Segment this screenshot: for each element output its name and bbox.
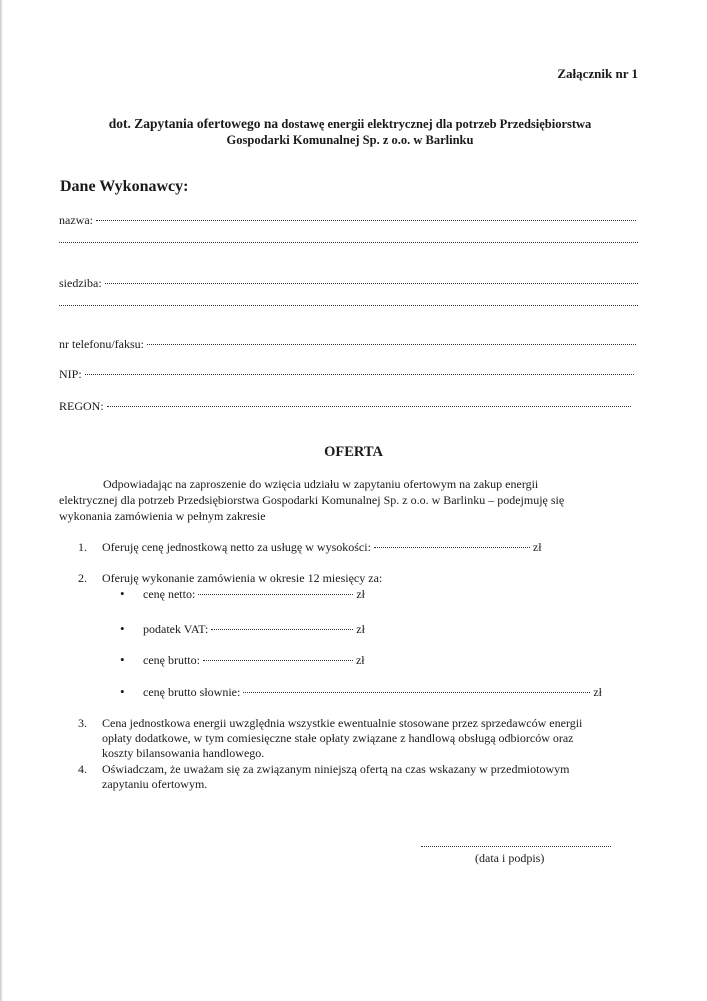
item-1-text: Oferuję cenę jednostkową netto za usługę w wysokości: bbox=[102, 540, 371, 554]
name-label: nazwa: bbox=[59, 213, 93, 227]
contractor-heading: Dane Wykonawcy: bbox=[60, 178, 189, 195]
item-2-text: Oferuję wykonanie zamówienia w okresie 12 miesięcy za: bbox=[102, 571, 383, 585]
gross-price-row bbox=[120, 652, 365, 668]
item-3-line-1: Cena jednostkowa energii uwzględnia wszystkie ewentualnie stosowane przez sprzedawców energii bbox=[102, 716, 583, 730]
subject-line-1: dostawę energii elektrycznej dla potrzeb Przedsiębiorstwa bbox=[281, 117, 592, 131]
name-field[interactable] bbox=[59, 213, 636, 228]
nip-fill-line[interactable] bbox=[85, 373, 634, 375]
gross-words-fill-line[interactable] bbox=[243, 691, 590, 693]
intro-line-1: Odpowiadając na zaproszenie do wzięcia udziału w zapytaniu ofertowym na zakup energii bbox=[103, 477, 539, 491]
regon-field[interactable] bbox=[59, 399, 631, 414]
seat-continuation-field[interactable] bbox=[59, 307, 638, 309]
offer-item-4 bbox=[78, 762, 638, 794]
bullet-icon: • bbox=[120, 586, 125, 601]
offer-item-3 bbox=[78, 716, 638, 762]
phone-fill-line[interactable] bbox=[147, 343, 636, 345]
nip-field[interactable] bbox=[59, 367, 634, 382]
item-1-currency: zł bbox=[532, 540, 542, 554]
seat-field[interactable] bbox=[59, 276, 638, 291]
phone-field[interactable] bbox=[59, 337, 636, 352]
item-3-text bbox=[102, 716, 582, 761]
regon-label: REGON: bbox=[59, 399, 104, 413]
net-price-fill-line[interactable] bbox=[198, 593, 353, 595]
item-4-text bbox=[102, 762, 569, 792]
bullet-icon: • bbox=[120, 652, 125, 667]
item-1-text-row bbox=[102, 540, 542, 555]
name-continuation-field[interactable] bbox=[59, 244, 638, 246]
item-4-number: 4. bbox=[78, 762, 87, 776]
item-4-line-2: zapytaniu ofertowym. bbox=[102, 777, 208, 791]
item-3-number: 3. bbox=[78, 716, 87, 730]
vat-fill-line[interactable] bbox=[211, 628, 353, 630]
name-fill-line[interactable] bbox=[96, 219, 636, 221]
document-subject bbox=[60, 116, 640, 148]
intro-line-3: wykonania zamówienia w pełnym zakresie bbox=[59, 509, 266, 523]
vat-label: podatek VAT: bbox=[143, 622, 209, 636]
gross-words-row bbox=[120, 684, 602, 700]
net-price-currency: zł bbox=[356, 587, 365, 601]
scan-edge-shadow bbox=[0, 0, 3, 1001]
phone-label: nr telefonu/faksu: bbox=[59, 337, 144, 351]
seat-label: siedziba: bbox=[59, 276, 102, 290]
item-3-line-2: opłaty dodatkowe, w tym comiesięczne stałe opłaty związane z handlową obsługą odbiorców oraz bbox=[102, 731, 574, 745]
nip-label: NIP: bbox=[59, 367, 82, 381]
item-4-line-1: Oświadczam, że uważam się za związanym niniejszą ofertą na czas wskazany w przedmiotowym bbox=[102, 762, 570, 776]
seat-fill-line[interactable] bbox=[105, 282, 638, 284]
name-continuation-fill-line[interactable] bbox=[59, 241, 638, 243]
vat-currency: zł bbox=[356, 622, 365, 636]
annex-label: Załącznik nr 1 bbox=[557, 66, 638, 81]
intro-line-2: elektrycznej dla potrzeb Przedsiębiorstwa Gospodarki Komunalnej Sp. z o.o. w Barlinku – podejmuję się bbox=[59, 493, 565, 507]
bullet-icon: • bbox=[120, 621, 125, 636]
signature-fill-line[interactable] bbox=[421, 845, 611, 847]
gross-price-currency: zł bbox=[355, 653, 365, 667]
item-2-number: 2. bbox=[78, 571, 87, 585]
net-price-label: cenę netto: bbox=[143, 587, 196, 601]
offer-title: OFERTA bbox=[324, 444, 383, 460]
gross-words-label: cenę brutto słownie: bbox=[143, 685, 241, 699]
gross-words-currency: zł bbox=[593, 685, 602, 699]
unit-price-fill-line[interactable] bbox=[374, 546, 530, 548]
regon-fill-line[interactable] bbox=[107, 405, 631, 407]
seat-continuation-fill-line[interactable] bbox=[59, 304, 638, 306]
subject-prefix: dot. Zapytania ofertowego na bbox=[108, 116, 279, 131]
item-1-number: 1. bbox=[78, 540, 87, 554]
item-3-line-3: koszty bilansowania handlowego. bbox=[102, 746, 265, 760]
offer-intro bbox=[59, 476, 639, 524]
gross-price-label: cenę brutto: bbox=[143, 653, 200, 667]
net-price-row bbox=[120, 586, 365, 602]
subject-line-2: Gospodarki Komunalnej Sp. z o.o. w Barlinku bbox=[226, 133, 474, 147]
signature-label: (data i podpis) bbox=[475, 851, 545, 865]
bullet-icon: • bbox=[120, 684, 125, 699]
gross-price-fill-line[interactable] bbox=[203, 659, 353, 661]
vat-row bbox=[120, 621, 365, 637]
